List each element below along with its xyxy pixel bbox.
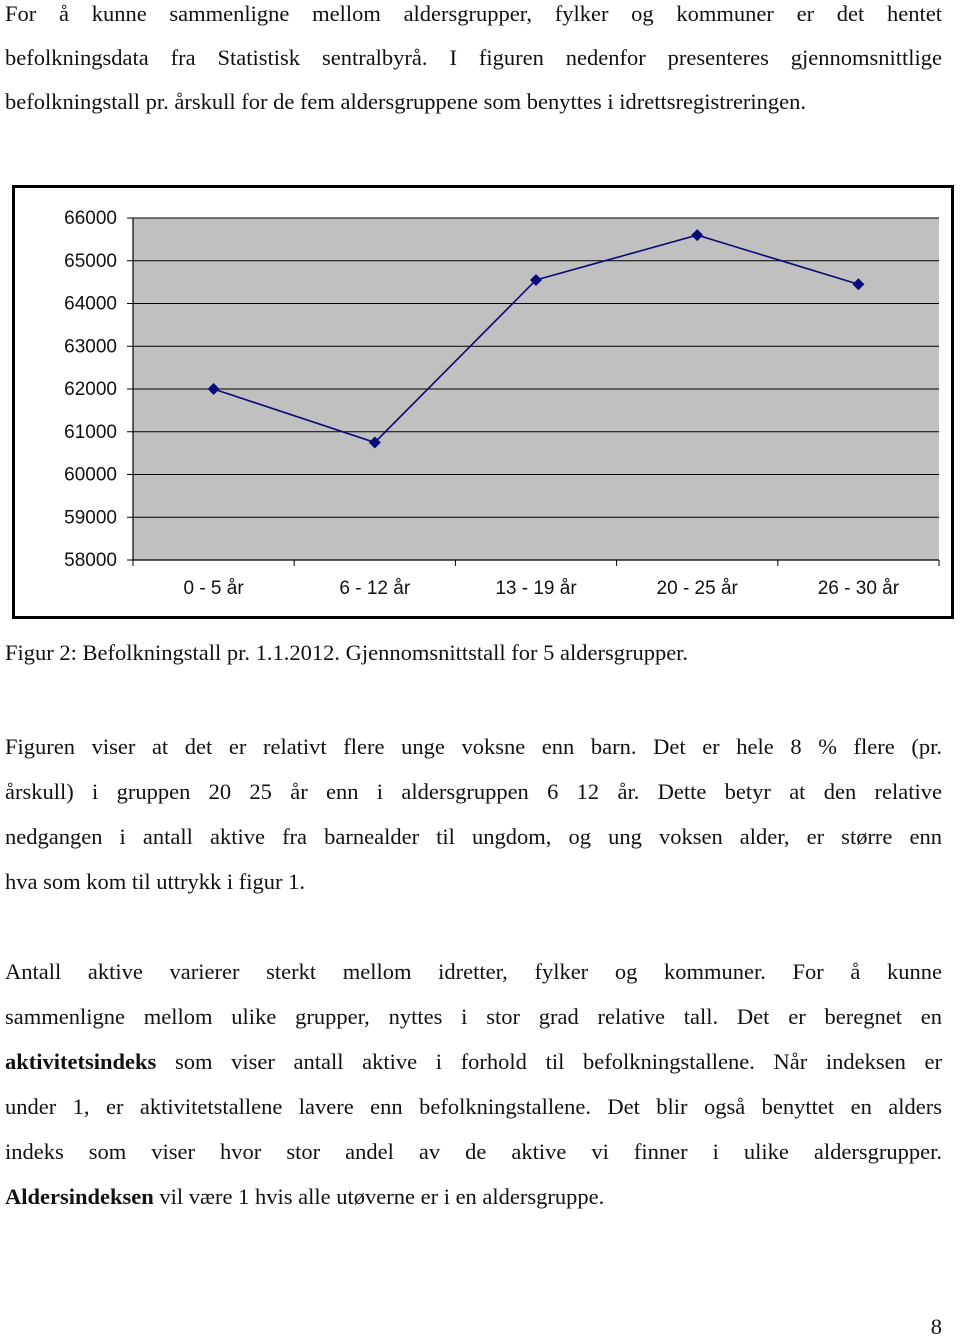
- intro-paragraph: [5, 0, 942, 124]
- paragraph-line: årskull) i gruppen 20 25 år enn i aldersgruppen 6 12 år. Dette betyr at den relative: [5, 779, 942, 804]
- figure-caption: Figur 2: Befolkningstall pr. 1.1.2012. Gjennomsnittstall for 5 aldersgrupper.: [5, 640, 689, 665]
- paragraph-line: Antall aktive varierer sterkt mellom idretter, fylker og kommuner. For å kunne: [5, 959, 942, 984]
- x-tick-label: 0 - 5 år: [183, 578, 244, 599]
- y-tick-label: 65000: [64, 250, 117, 272]
- line-chart: [15, 188, 951, 616]
- paragraph-line: Figuren viser at det er relativt flere unge voksne enn barn. Det er hele 8 % flere (pr.: [5, 734, 942, 759]
- y-tick-label: 62000: [64, 379, 117, 400]
- x-tick-label: 6 - 12 år: [339, 578, 411, 599]
- y-tick-label: 66000: [64, 208, 117, 229]
- term-aktivitetsindeks: aktivitetsindeks: [5, 1049, 157, 1074]
- paragraph-line: hva som kom til uttrykk i figur 1.: [5, 869, 305, 894]
- x-tick-label: 26 - 30 år: [817, 578, 900, 599]
- page-number: 8: [930, 1314, 942, 1339]
- paragraph-line: Aldersindeksen vil være 1 hvis alle utøverne er i en aldersgruppe.: [5, 1184, 605, 1209]
- y-tick-label: 58000: [64, 550, 117, 571]
- y-tick-label: 61000: [64, 421, 117, 443]
- y-tick-label: 64000: [64, 293, 117, 315]
- paragraph-line: aktivitetsindeks som viser antall aktive i forhold til befolkningstallene. Når indeksen er: [5, 1049, 942, 1074]
- y-tick-label: 63000: [64, 336, 117, 358]
- x-tick-label: 20 - 25 år: [656, 578, 738, 599]
- paragraph-line: under 1, er aktivitetstallene lavere enn befolkningstallene. Det blir også benyttet en alders: [5, 1094, 942, 1119]
- intro-line: befolkningsdata fra Statistisk sentralbyrå. I figuren nedenfor presenteres gjennomsnittlige: [5, 45, 942, 70]
- paragraph-line: nedgangen i antall aktive fra barnealder til ungdom, og ung voksen alder, er større enn: [5, 824, 942, 849]
- term-aldersindeksen: Aldersindeksen: [5, 1184, 154, 1209]
- paragraph-age-comparison: [5, 724, 942, 904]
- paragraph-line: sammenligne mellom ulike grupper, nyttes i stor grad relative tall. Det er beregnet en: [5, 1004, 942, 1029]
- intro-line: For å kunne sammenligne mellom aldersgrupper, fylker og kommuner er det hentet: [5, 1, 942, 26]
- y-tick-label: 60000: [64, 464, 117, 486]
- y-tick-label: 59000: [64, 507, 117, 529]
- population-chart: [12, 185, 954, 619]
- x-tick-label: 13 - 19 år: [495, 578, 577, 599]
- paragraph-activity-index: [5, 949, 942, 1219]
- intro-line: befolkningstall pr. årskull for de fem aldersgruppene som benyttes i idrettsregistreringen.: [5, 89, 807, 114]
- paragraph-line: indeks som viser hvor stor andel av de aktive vi finner i ulike aldersgrupper.: [5, 1139, 942, 1164]
